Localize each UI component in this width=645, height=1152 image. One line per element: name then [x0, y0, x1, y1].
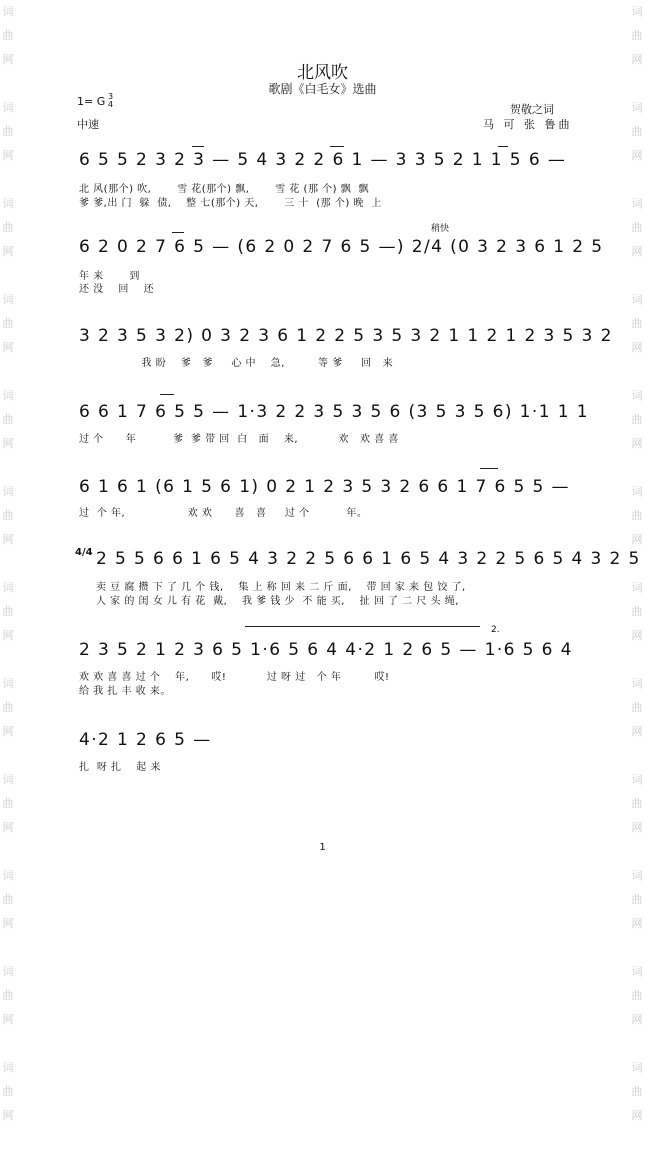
- tie-mark: [498, 146, 508, 147]
- composer-credit: 马 可 张 鲁曲: [483, 118, 573, 131]
- tempo-change-marker: 稍快: [431, 224, 450, 234]
- lyric-line-1: 卖 豆 腐 攒 下 了 几 个 钱, 集 上 称 回 来 二 斤 面, 带 回 家 来 包 饺 了,: [96, 582, 466, 593]
- lyric-line-1: 年 来 到: [79, 271, 140, 282]
- meter-top: 3: [108, 92, 114, 101]
- volta-bracket: [245, 626, 480, 627]
- key-signature: 1= G: [77, 95, 106, 108]
- lyric-line-2: 还 没 回 还: [79, 284, 155, 295]
- watermark-left: 词 曲 网 词 曲 网 词 曲 网 词 曲 网 词 曲 网 词 曲 网 词 曲 网 词 曲 网 词 曲 网 词 曲 网 词 曲 网 词 曲 网: [2, 5, 14, 1122]
- notation-line: 6 2 0 2 7 6 5 — (6 2 0 2 7 6 5 —) 2/4 (0 3 2 3 6 1 2 5: [79, 237, 604, 257]
- lyric-line-2: 爹 爹,出 门 躲 债, 整 七(那个) 天, 三 十 (那 个) 晚 上: [79, 198, 382, 209]
- notation-line: 2 3 5 2 1 2 3 6 5 1·6 5 6 4 4·2 1 2 6 5 — 1·6 5 6 4: [79, 640, 573, 660]
- meter: [108, 93, 113, 109]
- meter-bottom: 4: [108, 100, 114, 109]
- page-number: 1: [319, 842, 326, 853]
- lyric-line-1: 扎 呀 扎 起 来: [79, 762, 161, 773]
- notation-line: 4·2 1 2 6 5 —: [79, 730, 212, 750]
- tie-mark: [192, 146, 204, 147]
- time-signature-change: [75, 548, 93, 558]
- lyric-line-2: 人 家 的 闺 女 儿 有 花 戴, 我 爹 钱 少 不 能 买, 扯 回 了 二 尺 头 绳,: [96, 596, 459, 607]
- tie-mark: [480, 468, 498, 469]
- notation-line: 6 5 5 2 3 2 3 — 5 4 3 2 2 6 1 — 3 3 5 2 1 1 5 6 —: [79, 150, 567, 170]
- lyric-line-1: 北 风(那个) 吹, 雪 花(那个) 飘, 雪 花 (那 个) 飘 飘: [79, 184, 370, 195]
- time-signature-text: 4/4: [75, 547, 93, 558]
- lyric-line-1: 过 个 年 爹 爹 带 回 白 面 来, 欢 欢 喜 喜: [79, 434, 399, 445]
- ending-marker: 2.: [491, 625, 500, 635]
- notation-line: 3 2 3 5 3 2) 0 3 2 3 6 1 2 2 5 3 5 3 2 1 1 2 1 2 3 5 3 2: [79, 326, 613, 346]
- lyric-line-1: 过 个 年, 欢 欢 喜 喜 过 个 年。: [79, 508, 368, 519]
- tempo-marking: 中速: [77, 118, 99, 131]
- tie-mark: [160, 394, 174, 395]
- tie-mark: [172, 232, 184, 233]
- lyric-line-1: 欢 欢 喜 喜 过 个 年, 哎! 过 呀 过 个 年 哎!: [79, 672, 390, 683]
- lyric-line-1: 我 盼 爹 爹 心 中 急, 等 爹 回 来: [79, 358, 394, 369]
- lyric-line-2: 给 我 扎 丰 收 来。: [79, 686, 171, 697]
- song-title: 北风吹: [297, 63, 348, 83]
- notation-line: 2 5 5 6 6 1 6 5 4 3 2 2 5 6 6 1 6 5 4 3 2 2 5 6 5 4 3 2 5: [96, 549, 641, 569]
- lyricist-credit: 贺敬之词: [510, 103, 554, 116]
- song-subtitle: 歌剧《白毛女》选曲: [268, 82, 377, 96]
- notation-line: 6 6 1 7 6 5 5 — 1·3 2 2 3 5 3 5 6 (3 5 3 5 6) 1·1 1 1: [79, 402, 589, 422]
- tie-mark: [330, 146, 344, 147]
- watermark-right: 词 曲 网 词 曲 网 词 曲 网 词 曲 网 词 曲 网 词 曲 网 词 曲 网 词 曲 网 词 曲 网 词 曲 网 词 曲 网 词 曲 网: [631, 5, 643, 1122]
- notation-line: 6 1 6 1 (6 1 5 6 1) 0 2 1 2 3 5 3 2 6 6 1 7 6 5 5 —: [79, 477, 570, 497]
